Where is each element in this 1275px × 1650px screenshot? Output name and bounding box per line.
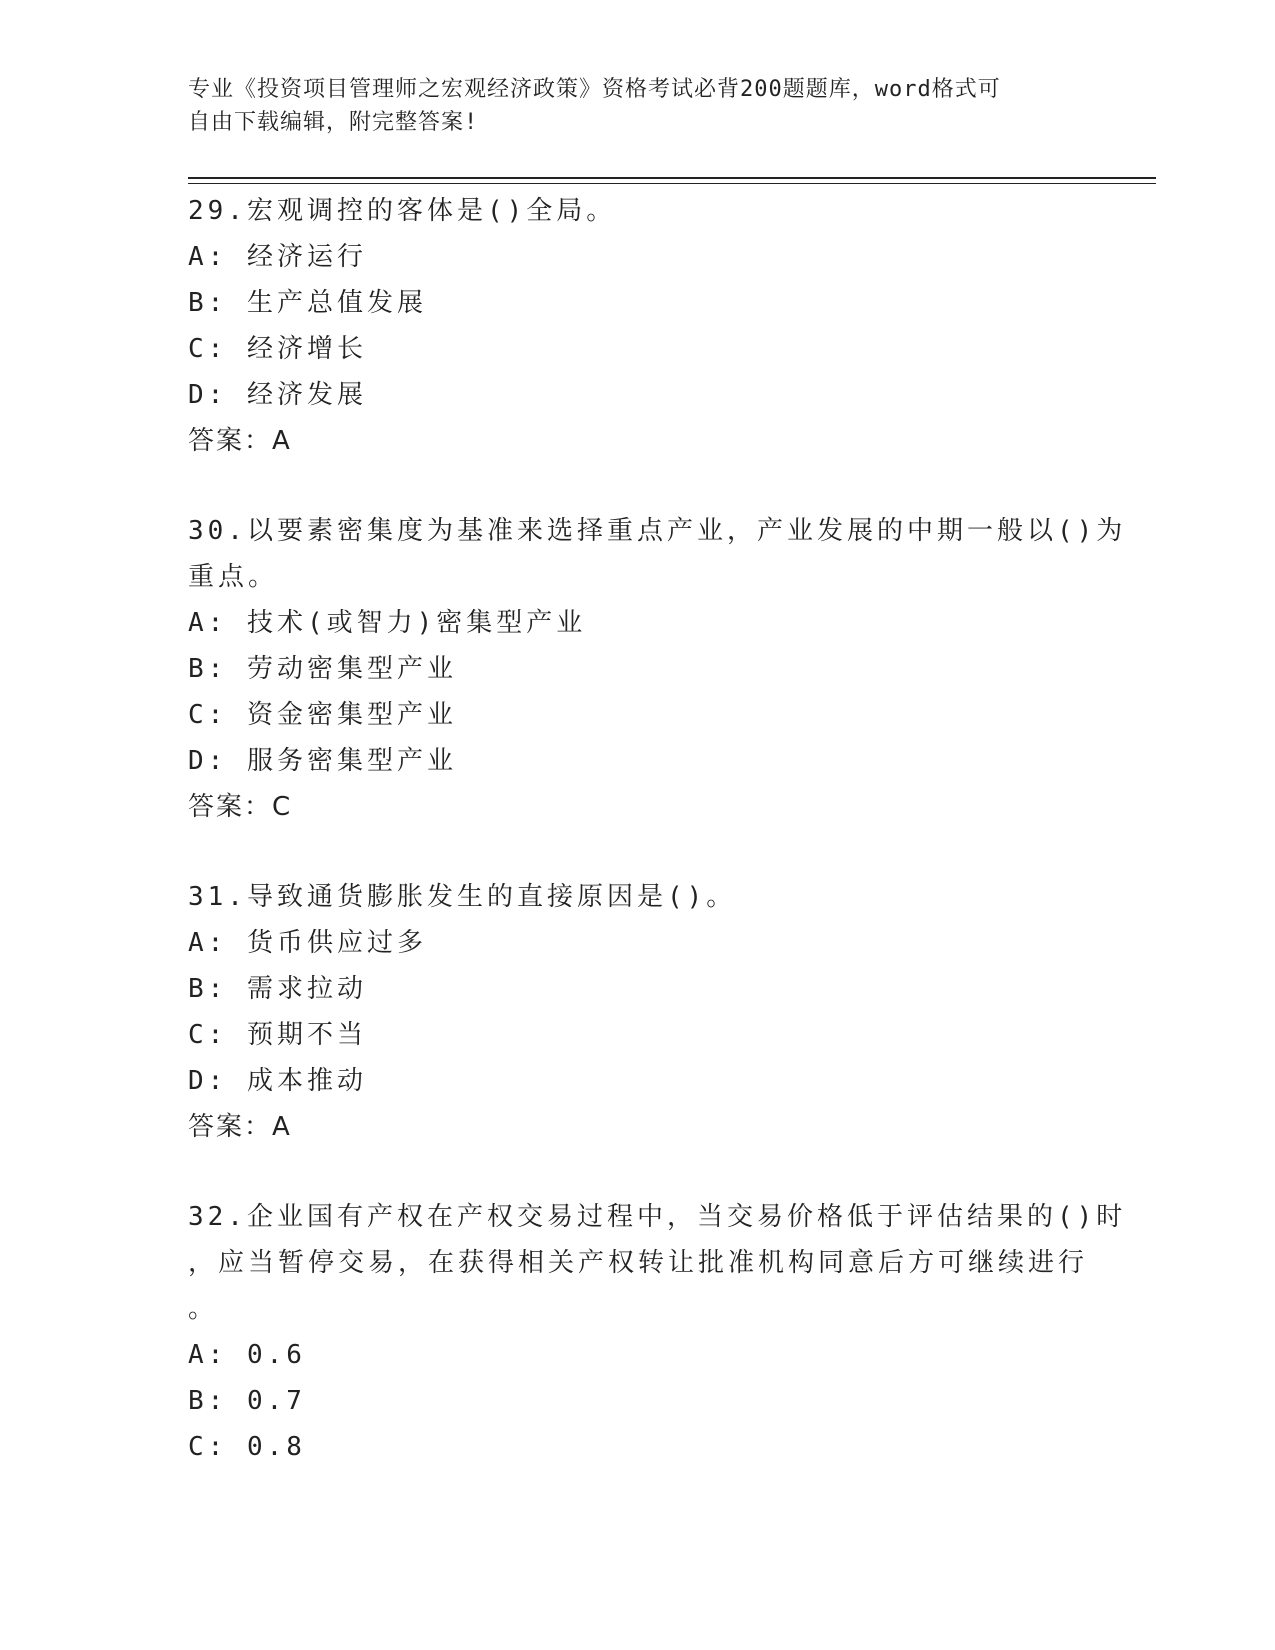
stem-line: 30.以要素密集度为基准来选择重点产业，产业发展的中期一般以()为 <box>188 516 1127 546</box>
option-d: D: 服务密集型产业 <box>188 746 457 776</box>
stem-line: 32.企业国有产权在产权交易过程中，当交易价格低于评估结果的()时 <box>188 1202 1127 1232</box>
option-b: B: 需求拉动 <box>188 974 367 1004</box>
option-a: A: 技术(或智力)密集型产业 <box>188 608 587 638</box>
option-b: B: 劳动密集型产业 <box>188 654 457 684</box>
question-32 <box>188 1194 1127 1470</box>
stem-line: 重点。 <box>188 562 279 592</box>
option-d: D: 经济发展 <box>188 380 367 410</box>
question-29 <box>188 188 1088 464</box>
header-divider-thick <box>188 177 1156 179</box>
option-b: B: 生产总值发展 <box>188 288 427 318</box>
option-b: B: 0.7 <box>188 1386 306 1416</box>
header-line-2: 自由下载编辑，附完整答案! <box>188 110 479 135</box>
option-a: A: 货币供应过多 <box>188 928 427 958</box>
header-line-1: 专业《投资项目管理师之宏观经济政策》资格考试必背200题题库，word格式可 <box>188 77 1001 102</box>
question-stem <box>188 188 1088 234</box>
option-a: A: 0.6 <box>188 1340 306 1370</box>
option-c: C: 资金密集型产业 <box>188 700 457 730</box>
option-c: C: 预期不当 <box>188 1020 367 1050</box>
answer-label: 答案：C <box>188 792 293 822</box>
answer-label: 答案：A <box>188 426 292 456</box>
header-divider-thin <box>188 183 1156 184</box>
option-c: C: 0.8 <box>188 1432 306 1462</box>
question-list <box>188 188 1127 1514</box>
stem-line: 31.导致通货膨胀发生的直接原因是()。 <box>188 882 737 912</box>
question-31 <box>188 874 1088 1150</box>
question-stem <box>188 1194 1127 1332</box>
option-c: C: 经济增长 <box>188 334 367 364</box>
option-d: D: 成本推动 <box>188 1066 367 1096</box>
stem-line: 。 <box>188 1294 219 1324</box>
answer-label: 答案：A <box>188 1112 292 1142</box>
stem-line: ，应当暂停交易，在获得相关产权转让批准机构同意后方可继续进行 <box>188 1248 1089 1278</box>
document-header <box>188 73 1088 139</box>
question-stem <box>188 508 1127 600</box>
question-30 <box>188 508 1127 830</box>
stem-line: 29.宏观调控的客体是()全局。 <box>188 196 617 226</box>
question-stem <box>188 874 1088 920</box>
option-a: A: 经济运行 <box>188 242 367 272</box>
